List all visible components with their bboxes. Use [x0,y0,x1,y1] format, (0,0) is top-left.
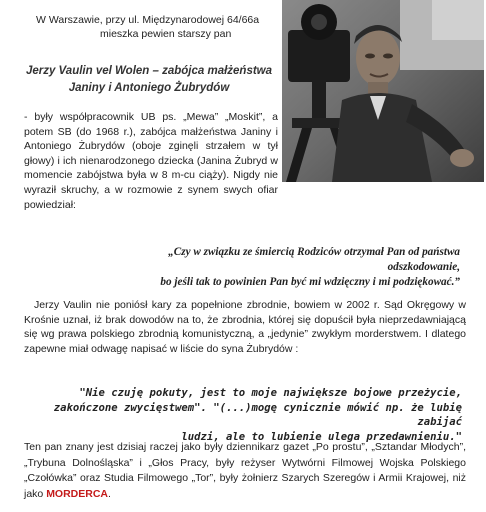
intro-line-2: mieszka pewien starszy pan [100,28,232,40]
article-heading [18,63,280,97]
quote-vaulin-compensation [40,245,460,290]
court-paragraph: Jerzy Vaulin nie poniósł kary za popełnione zbrodnie, bowiem w 2002 r. Sąd Okręgowy w Krośnie uznał, iż brak dowodów na to, że zbrodnia, której się dopuścił była nieprzedawniającą się wg prawa polskiego zbrodnią komunistyczną, a „jedynie” zwykłym morderstwem. I dlatego zapewne miał odwagę napisać w liście do syna Żubrydów : [24,299,466,355]
man-with-film-camera-photo [282,0,484,182]
murderer-highlight: MORDERCA [46,487,109,500]
career-text: Ten pan znany jest dzisiaj raczej jako były dziennikarz gazet „Po prostu”, „Sztandar Młodych”, „Trybuna Dolnośląska” i „Głos Pracy, były reżyser Wytwórni Filmowej Wojska Polskiego „Czołówka” oraz Studia Filmowego „Tor”, były żołnierz Szarych Szeregów i Armii Krajowej, niż jako [24,441,466,500]
heading-line-2: Janiny i Antoniego Żubrydów [68,82,230,94]
bio-paragraph: - były współpracownik UB ps. „Mewa” „Moskit”, a potem SB (do 1968 r.), zabójca małżeństwa Janiny i Antoniego Żubrydów (oboje zginęli strzałem w tył głowy) i ich nienarodzonego dziecka (Janina Żubryd w momencie zabójstwa była w 8 m-cu ciąży). Nigdy nie wyraził skruchy, a w rozmowie z synem swych ofiar powiedział: [24,111,278,211]
quote2-line-3: ludzi, ale to lubienie ulega przedawnieniu." [181,430,462,443]
quote1-line-1: „Czy w związku ze śmiercią Rodziców otrzymał Pan od państwa [168,246,460,258]
quote-letter-to-son [16,386,462,444]
quote1-line-3: bo jeśli tak to powinien Pan być mi wdzięczny i mi podziękować.” [160,276,460,288]
quote1-line-2: odszkodowanie, [387,261,460,273]
career-paragraph [24,440,466,502]
photo-graphic [282,0,484,182]
intro-line-1: W Warszawie, przy ul. Międzynarodowej 64/66a [36,14,260,26]
intro-text [36,13,286,41]
career-end: . [108,487,111,500]
quote2-line-2: zakończone zwycięstwem". "(...)mogę cynicznie mówić np. że lubię zabijać [53,401,462,428]
quote2-line-1: "Nie czuję pokuty, jest to moje największe bojowe przeżycie, [79,387,462,399]
heading-line-1: Jerzy Vaulin vel Wolen – zabójca małżeństwa [25,65,273,77]
